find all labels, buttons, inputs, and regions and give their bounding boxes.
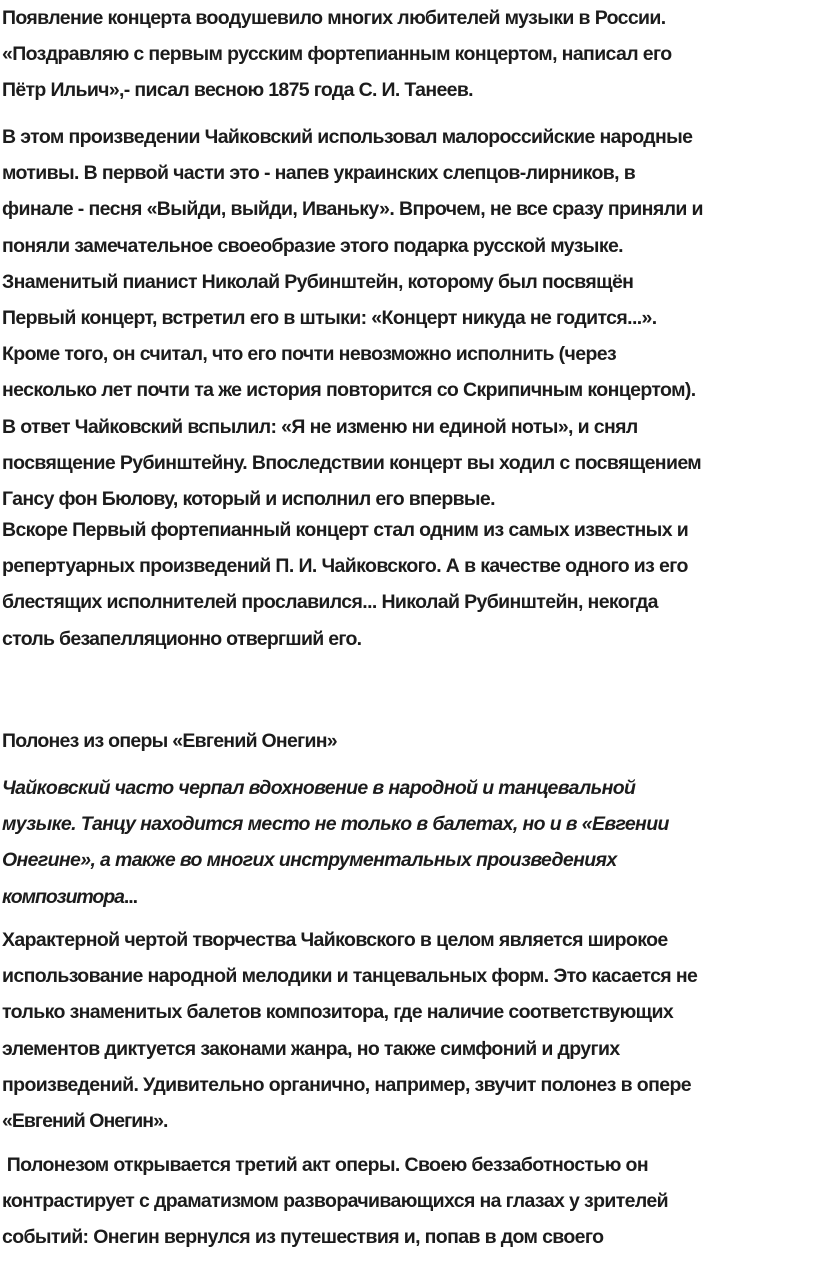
text-line: Первый концерт, встретил его в штыки: «Концерт никуда не годится...».: [2, 306, 657, 329]
text-line: использование народной мелодики и танцевальных форм. Это касается не: [2, 965, 698, 988]
text-line: Знаменитый пианист Николай Рубинштейн, которому был посвящён: [2, 270, 634, 293]
section-heading: [0, 723, 816, 759]
text-line: Характерной чертой творчества Чайковского в целом является широкое: [2, 929, 668, 951]
text-line: посвящение Рубинштейну. Впоследствии концерт вы ходил с посвящением: [2, 451, 702, 474]
text-line: финале - песня «Выйди, выйди, Иваньку». Впрочем, не все сразу приняли и: [2, 198, 703, 221]
text-line: Гансу фон Бюлову, который и исполнил его впервые.: [2, 487, 495, 510]
text-line: музыке. Танцу находится место не только в балетах, но и в «Евгении: [2, 813, 669, 836]
text-line: произведений. Удивительно органично, например, звучит полонез в опере: [2, 1073, 691, 1096]
text-line: В этом произведении Чайковский использовал малороссийские народные: [2, 126, 693, 148]
text-line: Кроме того, он считал, что его почти невозможно исполнить (через: [2, 343, 617, 366]
text-line: Вскоре Первый фортепианный концерт стал одним из самых известных и: [2, 519, 689, 541]
text-line: Полонезом открывается третий акт оперы. Своею беззаботностью он: [2, 1154, 648, 1176]
text-line: «Евгений Онегин».: [2, 1109, 168, 1132]
text-line: Пётр Ильич»,- писал весною 1875 года С. И. Танеев.: [2, 79, 473, 102]
paragraph-motifs: [0, 119, 816, 517]
text-line: несколько лет почти та же история повторится со Скрипичным концертом).: [2, 379, 696, 402]
text-line: только знаменитых балетов композитора, где наличие соответствующих: [2, 1001, 674, 1024]
text-line: событий: Онегин вернулся из путешествия и, попав в дом своего: [2, 1226, 604, 1249]
paragraph-polonaise: [0, 1147, 816, 1256]
text-line: Чайковский часто черпал вдохновение в народной и танцевальной: [2, 777, 636, 799]
italic-text: композитора: [2, 885, 124, 908]
text-line: столь безапелляционно отвергший его.: [2, 627, 362, 650]
text-line: [0, 879, 816, 915]
paragraph-fame: [0, 512, 816, 657]
text-line: мотивы. В первой части это - напев украинских слепцов-лирников, в: [2, 162, 636, 185]
text-line: блестящих исполнителей прославился... Николай Рубинштейн, некогда: [2, 591, 658, 614]
ellipsis-text: ...: [123, 885, 137, 908]
paragraph-intro: [0, 0, 816, 109]
text-line: «Поздравляю с первым русским фортепианным концертом, написал его: [2, 43, 672, 66]
paragraph-character: [0, 922, 816, 1139]
paragraph-italic-quote: [0, 770, 816, 915]
heading-text: Полонез из оперы «Евгений Онегин»: [2, 730, 337, 752]
text-line: В ответ Чайковский вспылил: «Я не изменю ни единой ноты», и снял: [2, 415, 638, 438]
text-line: Онегине», а также во многих инструментальных произведениях: [2, 849, 617, 872]
text-line: контрастирует с драматизмом разворачивающихся на глазах у зрителей: [2, 1190, 668, 1213]
text-line: репертуарных произведений П. И. Чайковского. А в качестве одного из его: [2, 555, 688, 578]
text-line: поняли замечательное своеобразие этого подарка русской музыке.: [2, 234, 623, 257]
text-line: Появление концерта воодушевило многих любителей музыки в России.: [2, 7, 666, 29]
text-line: элементов диктуется законами жанра, но также симфоний и других: [2, 1037, 620, 1060]
